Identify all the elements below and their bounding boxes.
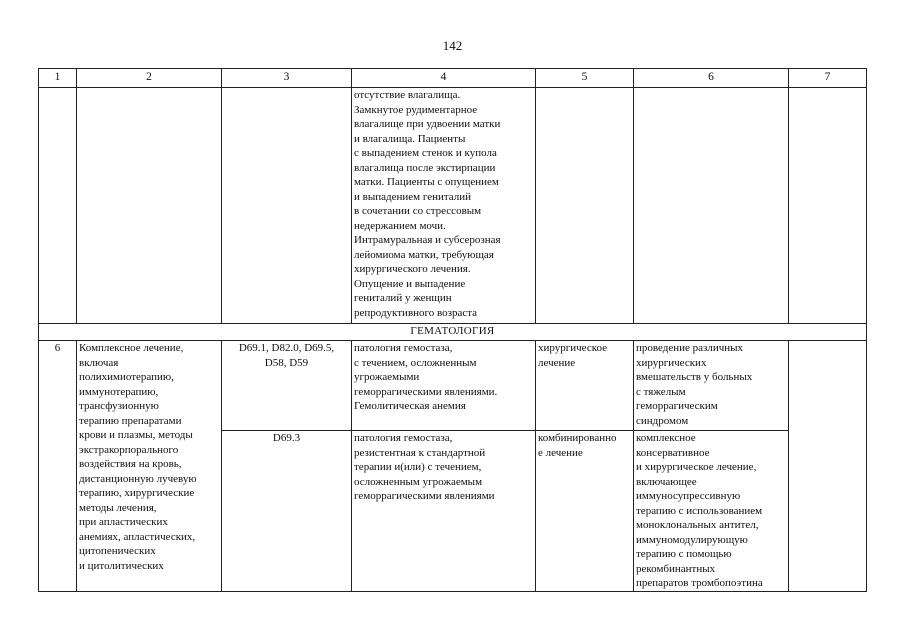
treatment-type-cell: комбинированно е лечение <box>536 431 634 592</box>
table-row <box>39 341 867 431</box>
column-header: 6 <box>634 69 789 88</box>
column-header: 1 <box>39 69 77 88</box>
method-cell: комплексное консервативное и хирургическое лечение, включающее иммуносупрессивную терапию с использованием моноклональных антител, иммуномодулирующую терапию с помощью рекомбинантных препаратов тромбопоэтина <box>634 431 789 592</box>
column-header: 5 <box>536 69 634 88</box>
column-header-row <box>39 69 867 88</box>
section-title: ГЕМАТОЛОГИЯ <box>39 324 867 341</box>
table-cell <box>222 88 352 324</box>
method-cell: проведение различных хирургических вмешательств у больных с тяжелым геморрагическим синдромом <box>634 341 789 431</box>
treatment-name-cell: Комплексное лечение, включая полихимиотерапию, иммунотерапию, трансфузионную терапию препаратами крови и плазмы, методы экстракорпорального воздействия на кровь, дистанционную лучевую терапию, хирургические методы лечения, при апластических анемиях, апластических, цитопенических и цитолитических <box>77 341 222 592</box>
column-header: 3 <box>222 69 352 88</box>
section-row <box>39 324 867 341</box>
table-cell <box>789 88 867 324</box>
icd-codes-cell: D69.3 <box>222 431 352 592</box>
column-header: 2 <box>77 69 222 88</box>
table-cell <box>39 88 77 324</box>
page-number: 142 <box>442 38 463 53</box>
column-header: 7 <box>789 69 867 88</box>
table-cell <box>634 88 789 324</box>
table-cell <box>789 341 867 592</box>
icd-codes-cell: D69.1, D82.0, D69.5, D58, D59 <box>222 341 352 431</box>
treatment-type-cell: хирургическое лечение <box>536 341 634 431</box>
condition-cell: патология гемостаза, с течением, осложненным угрожаемыми геморрагическими явлениями. Гемолитическая анемия <box>352 341 536 431</box>
medical-care-table <box>38 68 867 592</box>
column-header: 4 <box>352 69 536 88</box>
table-cell <box>77 88 222 324</box>
table-row <box>39 88 867 324</box>
condition-cell: патология гемостаза, резистентная к стандартной терапии и(или) с течением, осложненным угрожаемым геморрагическими явлениями <box>352 431 536 592</box>
row-number: 6 <box>39 341 77 592</box>
condition-cell: отсутствие влагалища. Замкнутое рудиментарное влагалище при удвоении матки и влагалища. Пациенты с выпадением стенок и купола влагалища после экстирпации матки. Пациенты с опущением и выпадением гениталий в сочетании со стрессовым недержанием мочи. Интрамуральная и субсерозная лейомиома матки, требующая хирургического лечения. Опущение и выпадение гениталий у женщин репродуктивного возраста <box>352 88 536 324</box>
table-cell <box>536 88 634 324</box>
